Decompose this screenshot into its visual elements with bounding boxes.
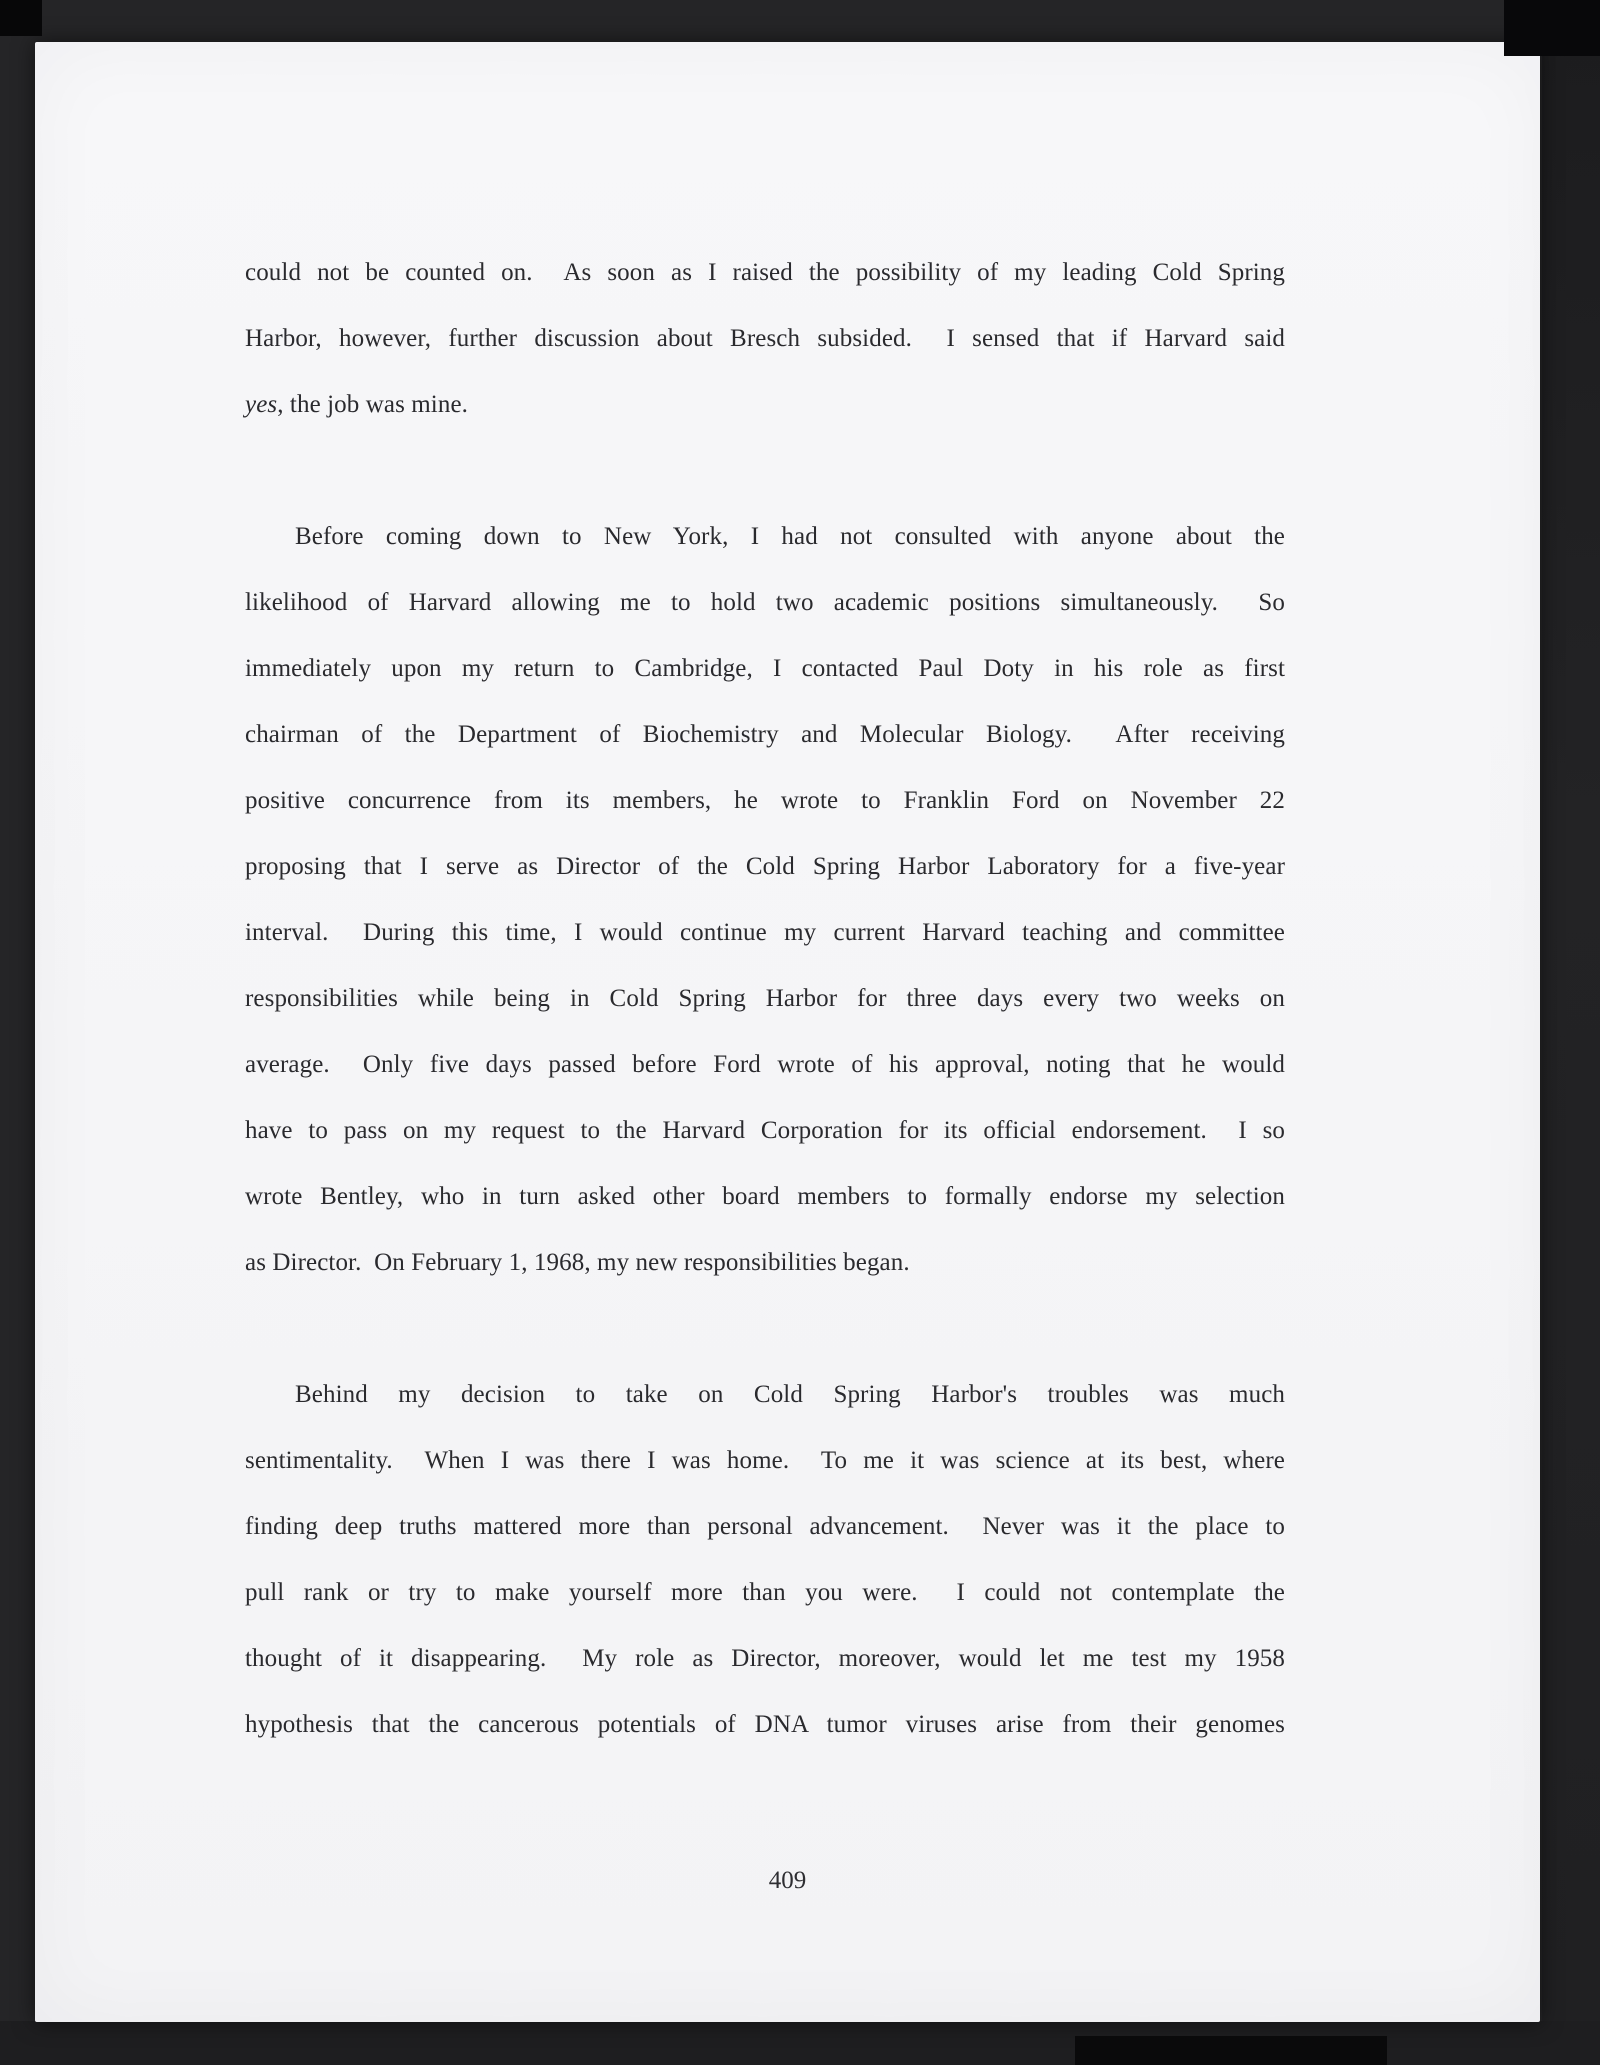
text-line: wrote Bentley, who in turn asked other board members to formally endorse my selection [245,1183,1285,1210]
paragraph [245,240,1285,438]
paragraph [245,504,1285,1296]
text-line: as Director. On February 1, 1968, my new responsibilities began. [245,1249,910,1276]
text-line: sentimentality. When I was there I was home. To me it was science at its best, where [245,1447,1285,1474]
text-segment: , the job was mine. [277,391,468,418]
scan-black-bar-bottom [1075,2036,1387,2065]
text-line: Behind my decision to take on Cold Spring Harbor's troubles was much [295,1381,1285,1408]
text-line: thought of it disappearing. My role as Director, moreover, would let me test my 1958 [245,1645,1285,1672]
text-line: average. Only five days passed before Ford wrote of his approval, noting that he would [245,1051,1285,1078]
scan-corner-top-right [1504,0,1600,56]
text-line: immediately upon my return to Cambridge, I contacted Paul Doty in his role as first [245,655,1285,682]
text-line: have to pass on my request to the Harvard Corporation for its official endorsement. I so [245,1117,1285,1144]
text-line: pull rank or try to make yourself more than you were. I could not contemplate the [245,1579,1285,1606]
text-line: Harbor, however, further discussion about Bresch subsided. I sensed that if Harvard said [245,325,1285,352]
text-line: likelihood of Harvard allowing me to hold two academic positions simultaneously. So [245,589,1285,616]
text-line: positive concurrence from its members, he wrote to Franklin Ford on November 22 [245,787,1285,814]
scan-corner-top-left [0,0,42,36]
scan-edge-right [1542,0,1600,2065]
text-line: chairman of the Department of Biochemistry and Molecular Biology. After receiving [245,721,1285,748]
text-line: responsibilities while being in Cold Spring Harbor for three days every two weeks on [245,985,1285,1012]
text-line: finding deep truths mattered more than personal advancement. Never was it the place to [245,1513,1285,1540]
text-line: could not be counted on. As soon as I raised the possibility of my leading Cold Spring [245,259,1285,286]
page-number: 409 [768,1867,807,1894]
text-line [245,372,1285,438]
paragraph [245,1362,1285,1758]
document-page [35,42,1540,2022]
text-line: proposing that I serve as Director of the Cold Spring Harbor Laboratory for a five-year [245,853,1285,880]
italic-text-segment: yes [245,391,278,418]
body-text [245,240,1285,1758]
text-line: Before coming down to New York, I had not consulted with anyone about the [295,523,1285,550]
text-line: interval. During this time, I would continue my current Harvard teaching and committee [245,919,1285,946]
text-line: hypothesis that the cancerous potentials of DNA tumor viruses arise from their genomes [245,1711,1285,1738]
